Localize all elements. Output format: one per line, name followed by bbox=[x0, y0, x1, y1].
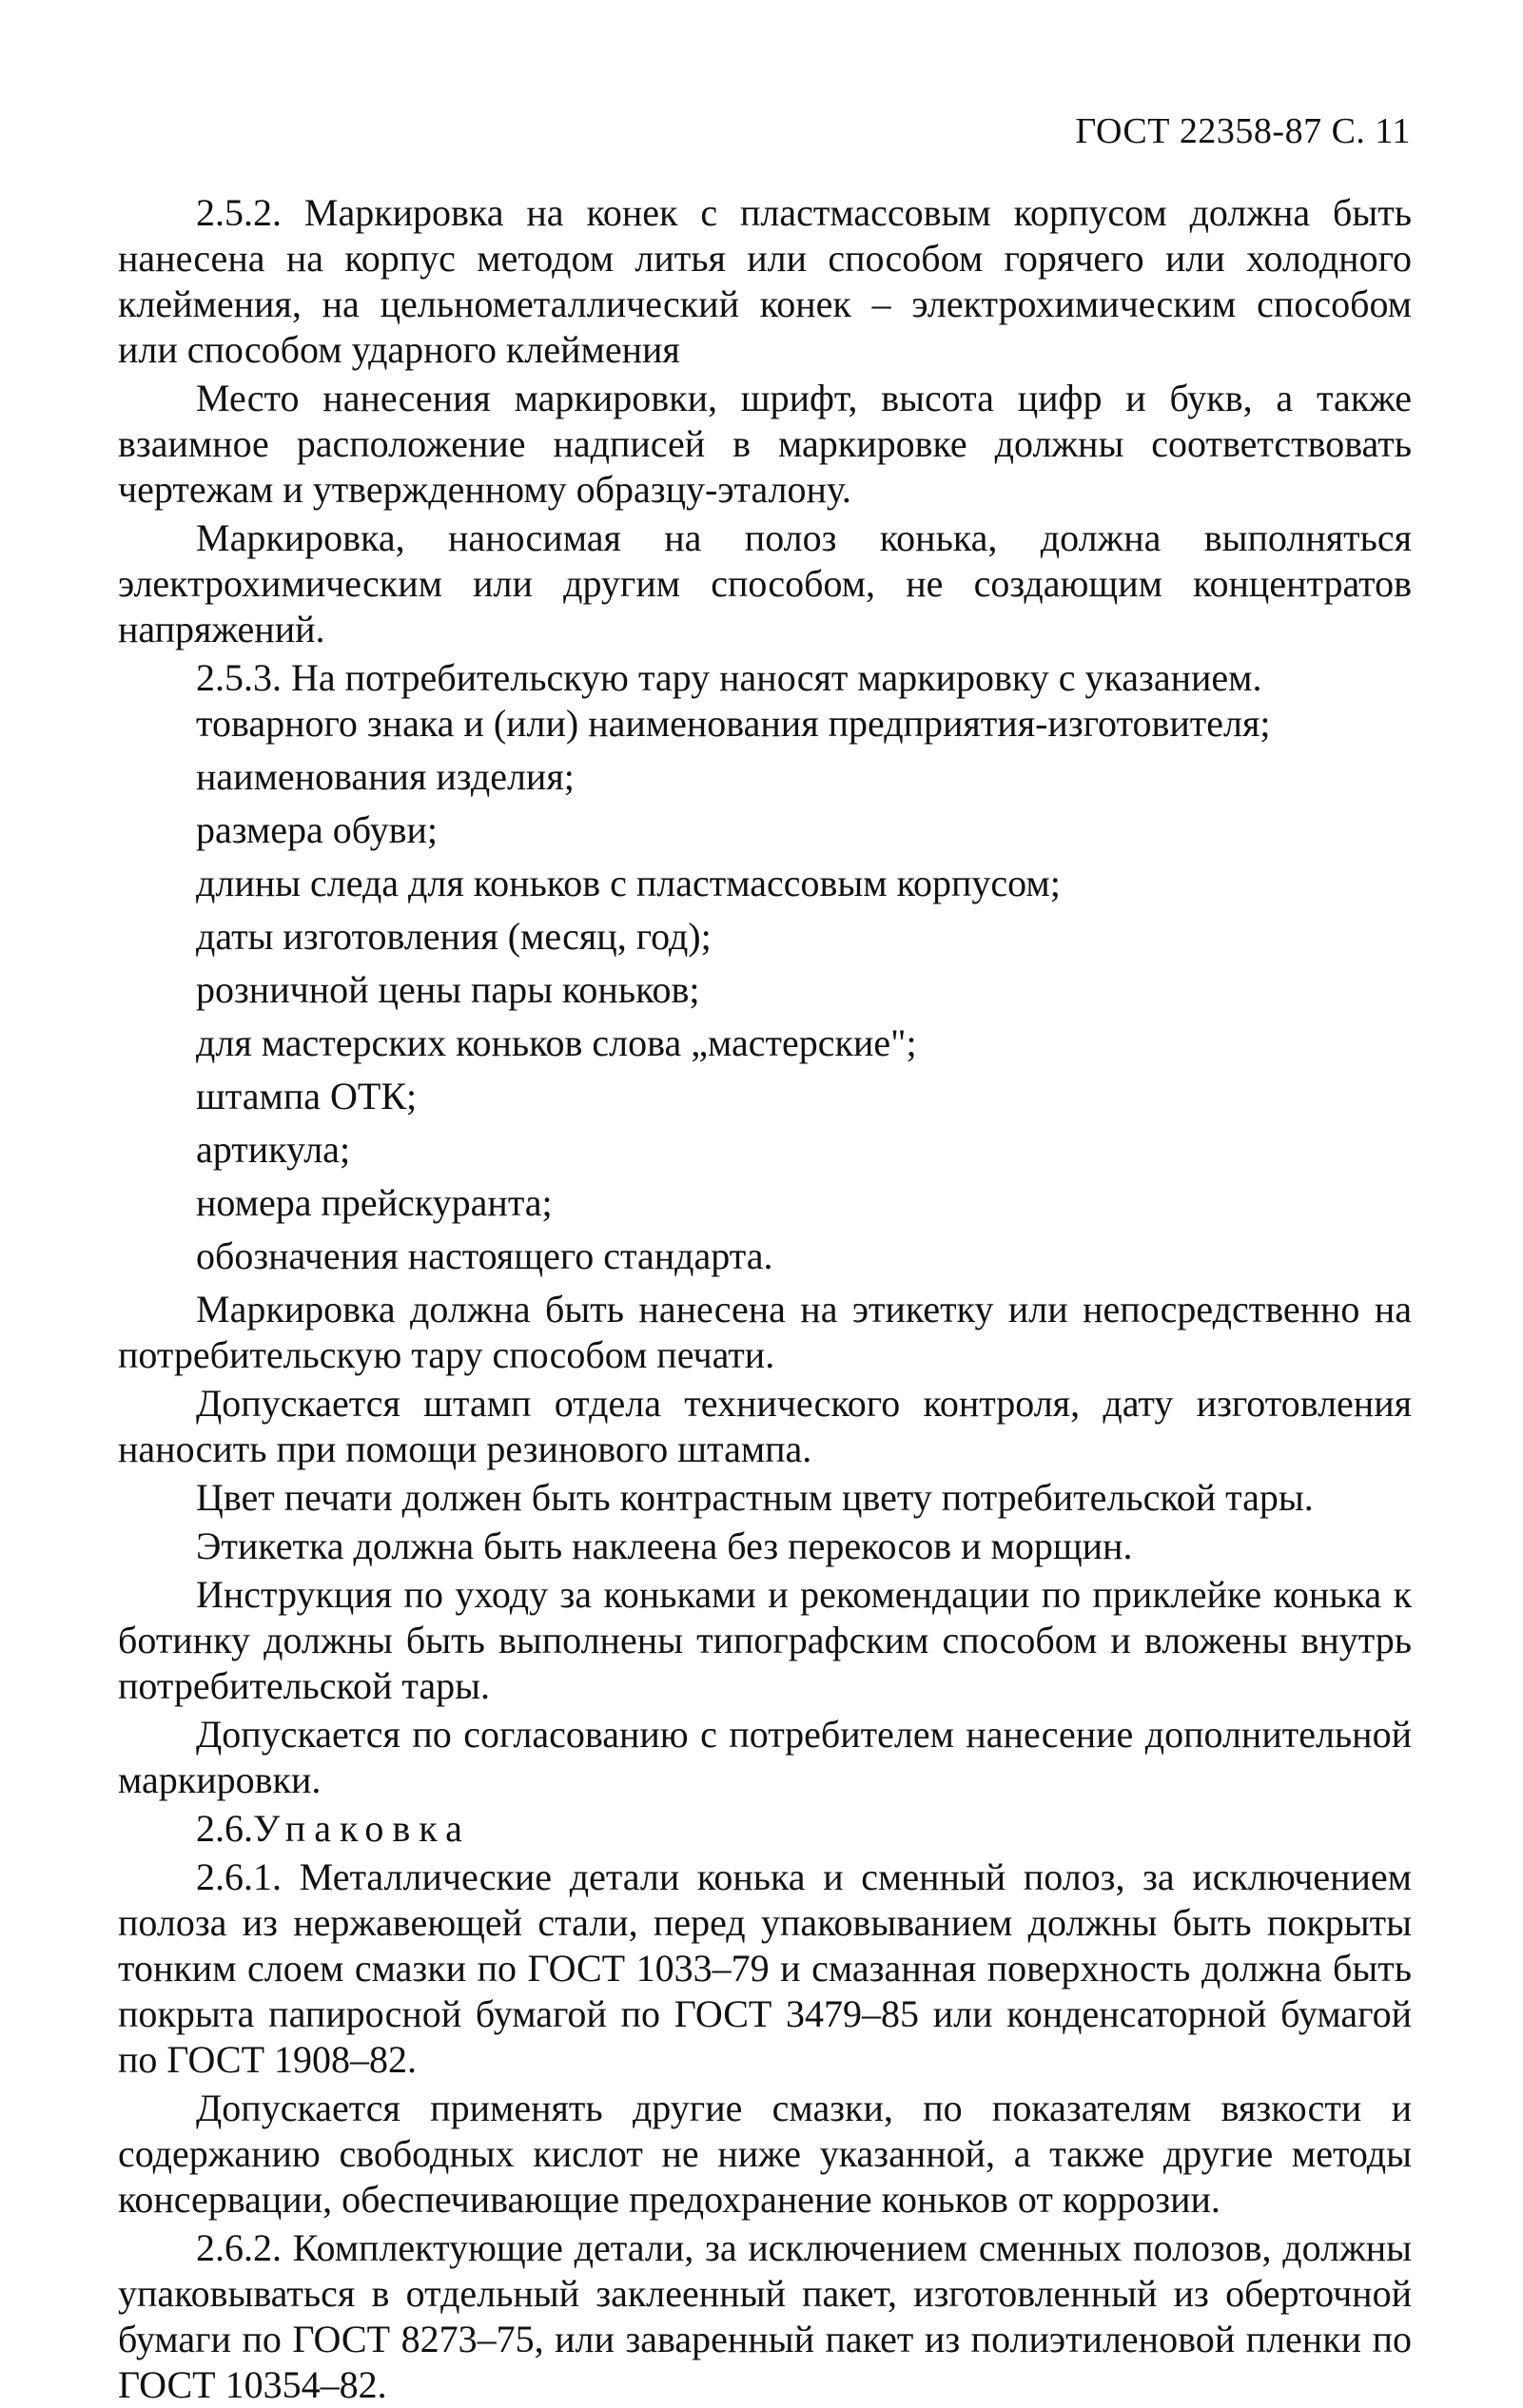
paragraph-marking-location: Место нанесения маркировки, шрифт, высота цифр и букв, а также взаимное расположение надписей в маркировке должны соответствовать чертежам и утвержденному образцу-эталону. bbox=[118, 377, 1412, 511]
list-item: номера прейскуранта; bbox=[196, 1181, 553, 1224]
list-item: длины следа для коньков с пластмассовым корпусом; bbox=[196, 862, 1061, 904]
list-item: наименования изделия; bbox=[196, 755, 575, 798]
list-item: обозначения настоящего стандарта. bbox=[196, 1234, 773, 1277]
paragraph-instructions: Инструкция по уходу за коньками и рекомендации по приклейке конька к ботинку должны быть выполнены типографским способом и вложены внутрь потребительской тары. bbox=[118, 1573, 1412, 1707]
section-title: Упаковка bbox=[253, 1807, 471, 1850]
list-item: даты изготовления (месяц, год); bbox=[196, 915, 712, 958]
running-head: ГОСТ 22358-87 С. 11 bbox=[1075, 111, 1411, 151]
list-item: розничной цены пары коньков; bbox=[196, 968, 700, 1011]
paragraph-label-glue: Этикетка должна быть наклеена без перекосов и морщин. bbox=[196, 1524, 1133, 1567]
paragraph-2-6-1: 2.6.1. Металлические детали конька и сменный полоз, за исключением полоза из нержавеющей стали, перед упаковыванием должны быть покрыты тонким слоем смазки по ГОСТ 1033–79 и смазанная поверхность должна быть покрыта папиросной бумагой по ГОСТ 3479–85 или конденсаторной бумагой по ГОСТ 1908–82. bbox=[118, 1855, 1412, 2081]
section-heading-2-6 bbox=[118, 1806, 1412, 1852]
paragraph-stamp: Допускается штамп отдела технического контроля, дату изготовления наносить при помощи резинового штампа. bbox=[118, 1382, 1412, 1470]
list-item: для мастерских коньков слова „мастерские"; bbox=[196, 1021, 917, 1064]
paragraph-extra-marking: Допускается по согласованию с потребителем нанесение дополнительной маркировки. bbox=[118, 1713, 1412, 1801]
list-item: штампа ОТК; bbox=[196, 1075, 418, 1117]
paragraph-other-lubricants: Допускается применять другие смазки, по показателям вязкости и содержанию свободных кислот не ниже указанной, а также другие методы консервации, обеспечивающие предохранение коньков от коррозии. bbox=[118, 2087, 1412, 2221]
paragraph-2-6-2: 2.6.2. Комплектующие детали, за исключением сменных полозов, должны упаковываться в отдельный заклеенный пакет, изготовленный из оберточной бумаги по ГОСТ 8273–75, или заваренный пакет из полиэтиленовой пленки по ГОСТ 10354–82. bbox=[118, 2226, 1412, 2406]
list-item: артикула; bbox=[196, 1128, 351, 1171]
paragraph-2-5-2: 2.5.2. Маркировка на конек с пластмассовым корпусом должна быть нанесена на корпус методом литья или способом горячего или холодного клеймения, на цельнометаллический конек – электрохимическим способом или способом ударного клеймения bbox=[118, 191, 1412, 371]
list-item: размера обуви; bbox=[196, 808, 439, 851]
paragraph-2-5-3: 2.5.3. На потребительскую тару наносят маркировку с указанием. bbox=[196, 656, 1262, 699]
list-item: товарного знака и (или) наименования предприятия-изготовителя; bbox=[196, 702, 1271, 745]
paragraph-blade-marking: Маркировка, наносимая на полоз конька, должна выполняться электрохимическим или другим способом, не создающим концентратов напряжений. bbox=[118, 516, 1412, 651]
document-body bbox=[118, 190, 1412, 2408]
section-number: 2.6. bbox=[196, 1807, 253, 1850]
paragraph-print-color: Цвет печати должен быть контрастным цвету потребительской тары. bbox=[196, 1476, 1314, 1519]
paragraph-label-printing: Маркировка должна быть нанесена на этикетку или непосредственно на потребительскую тару способом печати. bbox=[118, 1288, 1412, 1376]
